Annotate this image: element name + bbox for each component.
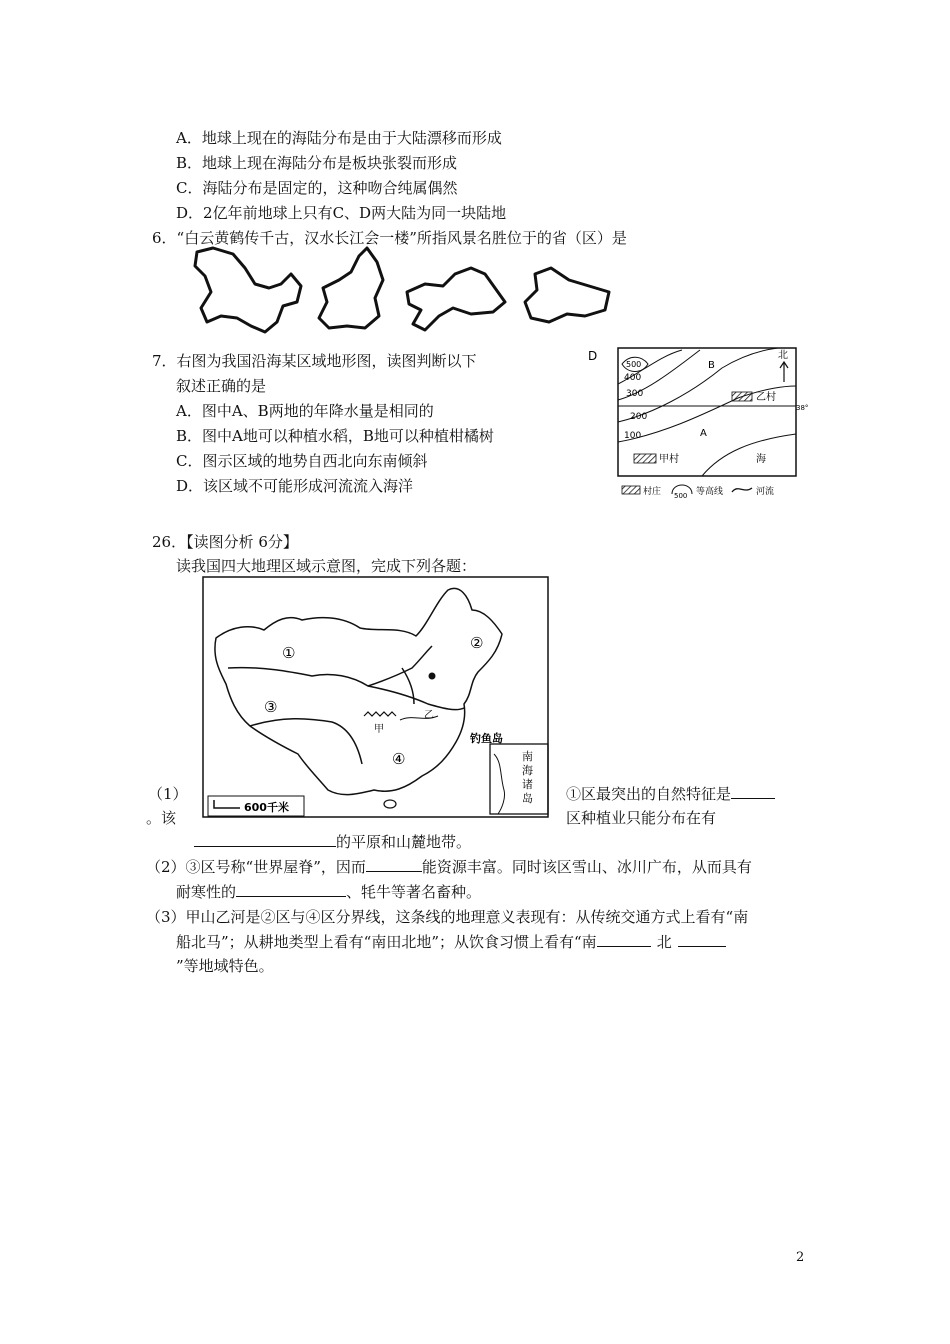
q26-p3-line3: ”等地域特色。 [176,957,274,975]
q7-option-a: A．图中A、B两地的年降水量是相同的 [176,402,434,420]
q26-p2-line1 [146,857,752,877]
north-arrow-icon [780,362,788,382]
q7-option-d: D．该区域不可能形成河流流入海洋 [176,477,414,495]
q7-stem-line1: 7．右图为我国沿海某区域地形图，读图判断以下 [152,352,477,370]
legend-river-icon [732,488,752,492]
q26-p2-text-b: 能资源丰富。同时该区雪山、冰川广布，从而具有 [421,858,752,876]
contour-label-300: 300 [626,389,644,399]
northwest-boundary [228,646,432,686]
q5-option-d: D．2亿年前地球上只有C、D两大陆为同一块陆地 [176,204,507,222]
capital-dot [429,673,436,680]
province-outline-c [407,268,505,330]
inset-coastline [494,754,505,814]
q26-p3-blank-2[interactable] [678,932,726,947]
legend-contour-label: 等高线 [696,487,724,497]
q26-p2-text-d: 、牦牛等著名畜种。 [346,883,482,901]
contour-label-500: 500 [626,360,642,369]
north-label: 北 [778,350,788,361]
hainan-island [384,800,396,808]
contour-label-400: 400 [624,373,642,383]
q26-p1-text: ①区最突出的自然特征是 [566,785,732,803]
q26-p2-text-a: （2）③区号称“世界屋脊”，因而 [146,858,366,876]
qinghai-tibet-boundary [250,719,362,764]
legend-river-label: 河流 [756,487,775,497]
q7-stem-line2: 叙述正确的是 [176,377,267,395]
village-yi-label: 乙村 [756,392,776,403]
village-yi-symbol [732,392,752,401]
qinling-mountain-icon [364,712,396,716]
yi-label: 乙 [424,710,434,721]
q6-province-outlines [185,244,615,336]
q6-stem: 6．“白云黄鹤传千古，汉水长江会一楼”所指风景名胜位于的省（区）是 [152,229,627,247]
region-1-label: ① [282,644,296,662]
q26-p2-blank-2[interactable] [236,882,346,897]
q7-option-b: B．图中A地可以种植水稻，B地可以种植柑橘树 [176,427,494,445]
q26-p3-text-b: 北 [656,933,672,951]
q26-p2-text-c: 耐寒性的 [176,883,237,901]
jia-label: 甲 [374,724,384,735]
q26-p1-text2: 区种植业只能分布在有 [566,809,717,827]
inset-label-2: 海 [522,764,533,777]
province-outline-a [195,248,301,332]
map-point-a: A [700,428,707,439]
legend-village-label: 村庄 [643,487,662,497]
northeast-boundary [402,668,414,704]
q26-p3-text-a: 船北马”；从耕地类型上看有“南田北地”；从饮食习惯上看有“南 [176,933,597,951]
south-china-sea-inset [490,744,548,814]
china-outline [215,588,502,794]
north-south-boundary [368,686,464,710]
province-outline-d [525,268,609,322]
q26-china-regions-map [202,576,550,820]
q26-p2-blank-1[interactable] [366,857,422,872]
sea-label: 海 [756,454,766,465]
q26-p3-line1: （3）甲山乙河是②区与④区分界线，这条线的地理意义表现有：从传统交通方式上看有“南 [146,908,749,926]
inset-label-4: 岛 [522,792,533,805]
q26-p1-text3: 的平原和山麓地带。 [336,833,472,851]
q26-p1-line3 [194,832,471,852]
q26-p1-prefix: （1） [148,785,188,803]
q26-p2-line2 [176,882,481,902]
q26-p1-blank-1[interactable] [731,784,775,799]
latitude-label: 38° [796,404,809,412]
contour-label-200: 200 [630,412,648,422]
inset-label-3: 诸 [522,778,533,791]
q26-p3-line2 [176,932,726,952]
map-frame [203,577,548,817]
region-4-label: ④ [392,750,406,768]
region-2-label: ② [470,634,484,652]
q5-option-c: C．海陆分布是固定的，这种吻合纯属偶然 [176,179,458,197]
region-3-label: ③ [264,698,278,716]
map-corner-label: D [588,349,598,363]
q26-intro: 读我国四大地理区域示意图，完成下列各题： [176,557,477,575]
village-jia-label: 甲村 [659,454,679,465]
q7-topo-map [582,342,812,500]
q26-p1-tail: 。该 [146,809,177,827]
q26-p1-line [566,784,775,804]
q5-option-b: B．地球上现在海陆分布是板块张裂而形成 [176,154,458,172]
q26-title: 26．【读图分析 6分】 [152,533,298,551]
q26-p3-blank-1[interactable] [597,932,651,947]
province-outline-b [319,248,383,328]
q26-p1-blank-2[interactable] [194,832,336,847]
scale-label: 600千米 [244,801,289,814]
map-point-b: B [708,360,715,371]
inset-label-1: 南 [522,750,533,763]
contour-label-100: 100 [624,431,642,441]
q5-option-a: A．地球上现在的海陆分布是由于大陆漂移而形成 [176,129,502,147]
village-jia-symbol [634,454,656,463]
legend-contour-value: 500 [674,492,688,500]
q7-option-c: C．图示区域的地势自西北向东南倾斜 [176,452,428,470]
legend-village-symbol [622,486,640,494]
diaoyu-label: 钓鱼岛 [470,732,503,745]
coastline [702,434,796,476]
page-number: 2 [796,1250,805,1265]
